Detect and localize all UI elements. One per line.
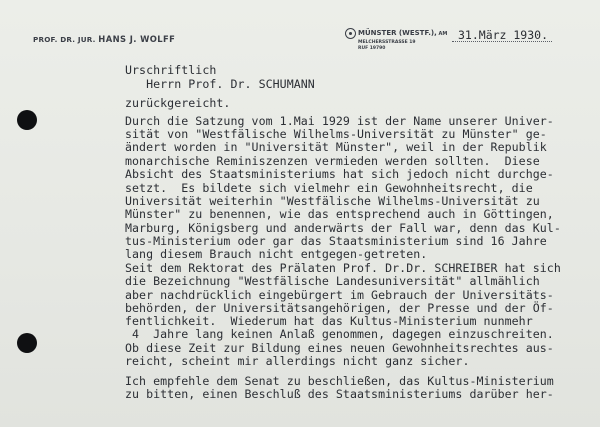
paragraph-1-line: monarchische Reminiszenzen vermieden werden sollten. Diese bbox=[125, 154, 540, 168]
paragraph-2-line: Seit dem Rektorat des Prälaten Prof. Dr.Dr. SCHREIBER hat sich bbox=[125, 261, 561, 275]
letter-body bbox=[125, 0, 595, 401]
paragraph-2-line: fentlichkeit. Wiederum hat das Kultus-Ministerium nunmehr bbox=[125, 314, 533, 328]
paragraph-2-line: reicht, scheint mir allerdings nicht ganz sicher. bbox=[125, 354, 470, 368]
punch-hole-top bbox=[17, 110, 37, 130]
paragraph-2-line: 4 Jahre lang keinen Anlaß genommen, dagegen einzuschreiten. bbox=[125, 327, 554, 341]
phone-number: RUF 19790 bbox=[358, 46, 386, 51]
place-name: MÜNSTER (WESTF.), bbox=[358, 29, 437, 37]
paragraph-1-line: sität von "Westfälische Wilhelms-Universität zu Münster" ge- bbox=[125, 127, 547, 141]
paragraph-1-line: lang diesem Brauch nicht entgegen-getreten. bbox=[125, 247, 428, 261]
paragraph-1-line: Münster" zu benennen, wie das entsprechend auch in Göttingen, bbox=[125, 207, 554, 221]
place-suffix: AM bbox=[436, 31, 448, 37]
paragraph-2-line: die Bezeichnung "Westfälische Landesuniversität" allmählich bbox=[125, 274, 540, 288]
paragraph-3-line: Ich empfehle dem Senat zu beschließen, das Kultus-Ministerium bbox=[125, 374, 554, 388]
recipient-line: Herrn Prof. Dr. SCHUMANN bbox=[125, 77, 315, 91]
paragraph-1-line: Marburg, Königsberg und anderwärts der Fall war, denn das Kul- bbox=[125, 221, 561, 235]
paragraph-3-line: zu bitten, einen Beschluß des Staatsministeriums darüber her- bbox=[125, 387, 554, 401]
sender-prefix: PROF. DR. JUR. bbox=[33, 35, 99, 44]
returned-line: zurückgereicht. bbox=[125, 96, 231, 110]
salutation-line: Urschriftlich bbox=[125, 63, 217, 77]
street-address: MELCHERSSTRASSE 19 bbox=[358, 40, 416, 45]
paragraph-1-line: ändert worden in "Universität Münster", weil in der Republik bbox=[125, 140, 547, 154]
paragraph-1-line: Durch die Satzung vom 1.Mai 1929 ist der Name unserer Univer- bbox=[125, 114, 554, 128]
paragraph-1-line: setzt. Es bildete sich vielmehr ein Gewohnheitsrecht, die bbox=[125, 181, 533, 195]
sender-name: HANS J. WOLFF bbox=[98, 34, 176, 44]
letter-date: 31.März 1930. bbox=[458, 28, 549, 42]
punch-hole-bottom bbox=[17, 333, 37, 353]
paragraph-2-line: behörden, der Universitätsangehörigen, der Presse und der Öf- bbox=[125, 301, 554, 315]
paragraph-1-line: tus-Ministerium oder gar das Staatsministerium sind 16 Jahre bbox=[125, 234, 547, 248]
paragraph-2-line: Ob diese Zeit zur Bildung eines neuen Gewohnheitsrechtes aus- bbox=[125, 341, 554, 355]
paragraph-1-line: Universität weiterhin "Westfälische Wilhelms-Universität zu bbox=[125, 194, 540, 208]
paragraph-2-line: aber nachdrücklich eingebürgert im Gebrauch der Universitäts- bbox=[125, 288, 554, 302]
paragraph-1-line: Absicht des Staatsministeriums hat sich jedoch nicht durchge- bbox=[125, 167, 554, 181]
